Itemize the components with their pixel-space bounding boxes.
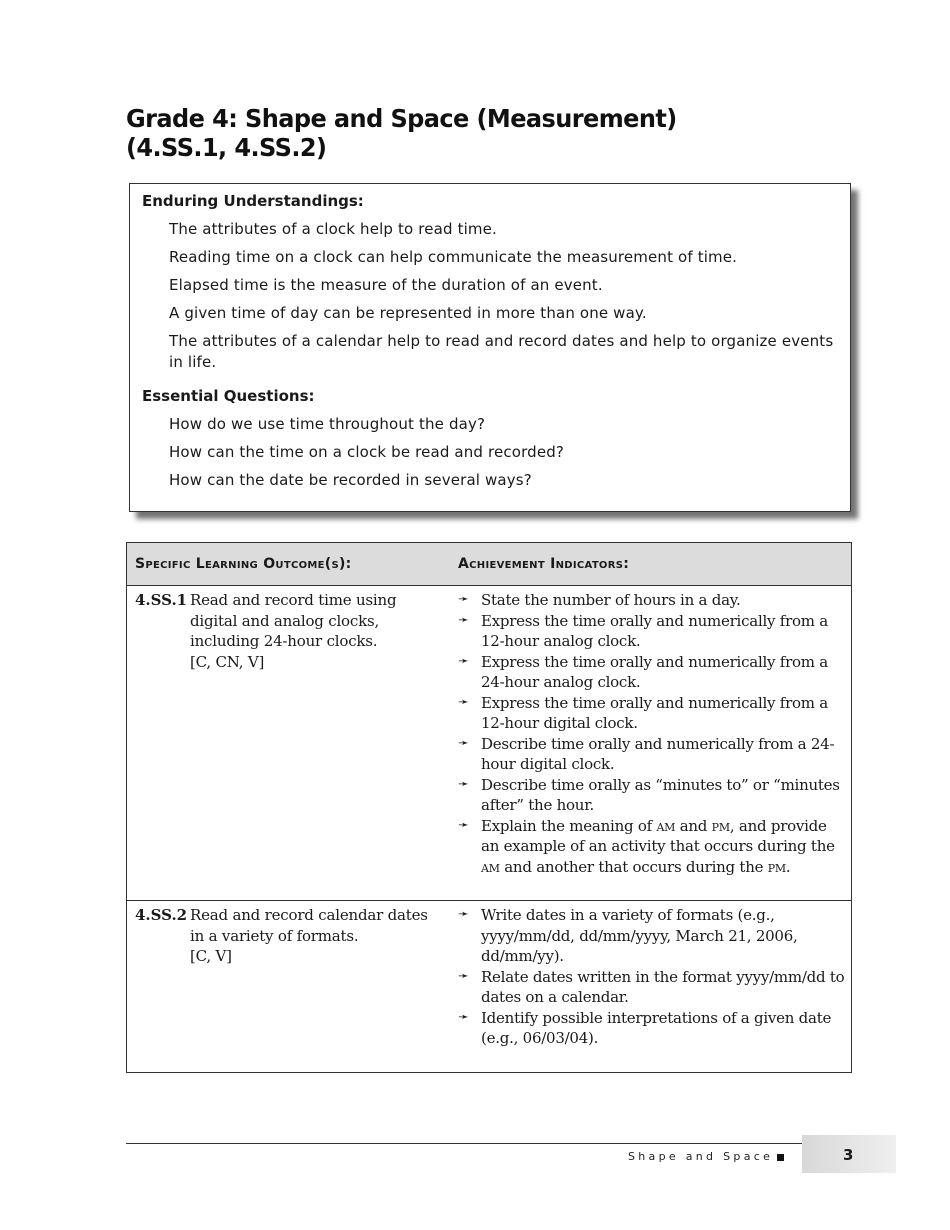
- pm-abbrev: pm: [767, 857, 786, 876]
- arrow-bullet-icon: ➛: [458, 817, 469, 833]
- enduring-understandings-heading: Enduring Understandings:: [142, 192, 364, 210]
- indicator-item: [458, 1008, 846, 1049]
- indicator-list: [458, 590, 846, 877]
- table-header: [127, 543, 851, 586]
- indicator-item: [458, 734, 846, 775]
- pm-abbrev: pm: [711, 816, 730, 835]
- indicator-text: Express the time orally and numerically from a 12-hour analog clock.: [481, 611, 828, 650]
- indicator-item: [458, 611, 846, 652]
- indicator-text: Express the time orally and numerically from a 12-hour digital clock.: [481, 693, 828, 732]
- am-abbrev: am: [656, 816, 676, 835]
- outcome-description: [190, 905, 440, 967]
- understanding-item: Elapsed time is the measure of the duration of an event.: [169, 276, 603, 294]
- indicator-item: [458, 775, 846, 816]
- am-abbrev: am: [481, 857, 500, 876]
- outcome-code: 4.SS.2: [135, 906, 188, 924]
- indicator-text: Relate dates written in the format yyyy/mm/dd to dates on a calendar.: [481, 967, 845, 1006]
- indicator-text-part: Explain the meaning of: [481, 816, 657, 835]
- indicator-text: Describe time orally as “minutes to” or “minutes after” the hour.: [481, 775, 840, 814]
- outcome-description-line: Read and record time using: [190, 591, 397, 609]
- outcome-description-line: in a variety of formats.: [190, 926, 359, 945]
- header-outcomes: Specific Learning Outcome(s):: [135, 556, 352, 572]
- outcome-description-line: Read and record calendar dates: [190, 906, 428, 924]
- understanding-item: Reading time on a clock can help communicate the measurement of time.: [169, 248, 738, 266]
- indicator-item: [458, 816, 846, 878]
- question-item: How can the time on a clock be read and recorded?: [169, 443, 564, 461]
- outcome-description: [190, 590, 440, 672]
- arrow-bullet-icon: ➛: [458, 735, 469, 751]
- enduring-understandings-box: [129, 183, 851, 512]
- outcome-description-line: digital and analog clocks,: [190, 611, 380, 630]
- understanding-item: The attributes of a calendar help to read and record dates and help to organize events in life.: [169, 332, 834, 371]
- indicator-text: Express the time orally and numerically from a 24-hour analog clock.: [481, 652, 828, 691]
- footer-section-label: Shape and Space: [628, 1150, 774, 1163]
- question-item: How can the date be recorded in several ways?: [169, 471, 532, 489]
- square-icon: [777, 1154, 784, 1161]
- arrow-bullet-icon: ➛: [458, 907, 469, 922]
- understanding-item: The attributes of a clock help to read time.: [169, 220, 497, 238]
- understanding-item: A given time of day can be represented in more than one way.: [169, 304, 647, 322]
- arrow-bullet-icon: ➛: [458, 653, 469, 669]
- footer-rule: [126, 1143, 802, 1144]
- table-row: [127, 901, 851, 1072]
- essential-questions-heading: Essential Questions:: [142, 387, 315, 405]
- indicator-text: Identify possible interpretations of a given date (e.g., 06/03/04).: [481, 1008, 832, 1047]
- indicator-text-part: and: [675, 816, 712, 835]
- indicator-item: [458, 967, 846, 1008]
- arrow-bullet-icon: ➛: [458, 612, 469, 628]
- header-indicators: Achievement Indicators:: [458, 556, 630, 572]
- indicator-item: [458, 590, 846, 611]
- outcome-description-line: [C, V]: [190, 947, 232, 965]
- indicator-text: Write dates in a variety of formats (e.g., yyyy/mm/dd, dd/mm/yyyy, March 21, 2006, dd/mm/yy).: [481, 906, 798, 965]
- table-row: [127, 586, 851, 901]
- indicator-text-part: , and provide an example of an activity that occurs during the: [481, 816, 835, 855]
- indicator-text-part: and another that occurs during the: [499, 857, 768, 876]
- arrow-bullet-icon: ➛: [458, 968, 469, 984]
- outcome-description-line: [C, CN, V]: [190, 652, 265, 671]
- outcome-description-line: including 24-hour clocks.: [190, 632, 378, 650]
- indicator-text: Describe time orally and numerically from a 24-hour digital clock.: [481, 734, 835, 773]
- page-title: [126, 104, 798, 162]
- arrow-bullet-icon: ➛: [458, 694, 469, 710]
- indicator-text: [481, 817, 835, 876]
- indicator-text-part: .: [785, 857, 791, 876]
- outcome-code: 4.SS.1: [135, 591, 188, 609]
- page-title-line2: (4.SS.1, 4.SS.2): [126, 133, 327, 162]
- page-title-line1: Grade 4: Shape and Space (Measurement): [126, 104, 677, 133]
- arrow-bullet-icon: ➛: [458, 592, 469, 607]
- arrow-bullet-icon: ➛: [458, 776, 469, 792]
- page-number: 3: [843, 1146, 854, 1164]
- outcomes-table: [126, 542, 852, 1073]
- indicator-item: [458, 652, 846, 693]
- question-item: How do we use time throughout the day?: [169, 415, 486, 433]
- arrow-bullet-icon: ➛: [458, 1009, 469, 1025]
- indicator-list: [458, 905, 846, 1049]
- indicator-item: [458, 693, 846, 734]
- indicator-item: [458, 905, 846, 967]
- indicator-text: State the number of hours in a day.: [481, 591, 741, 609]
